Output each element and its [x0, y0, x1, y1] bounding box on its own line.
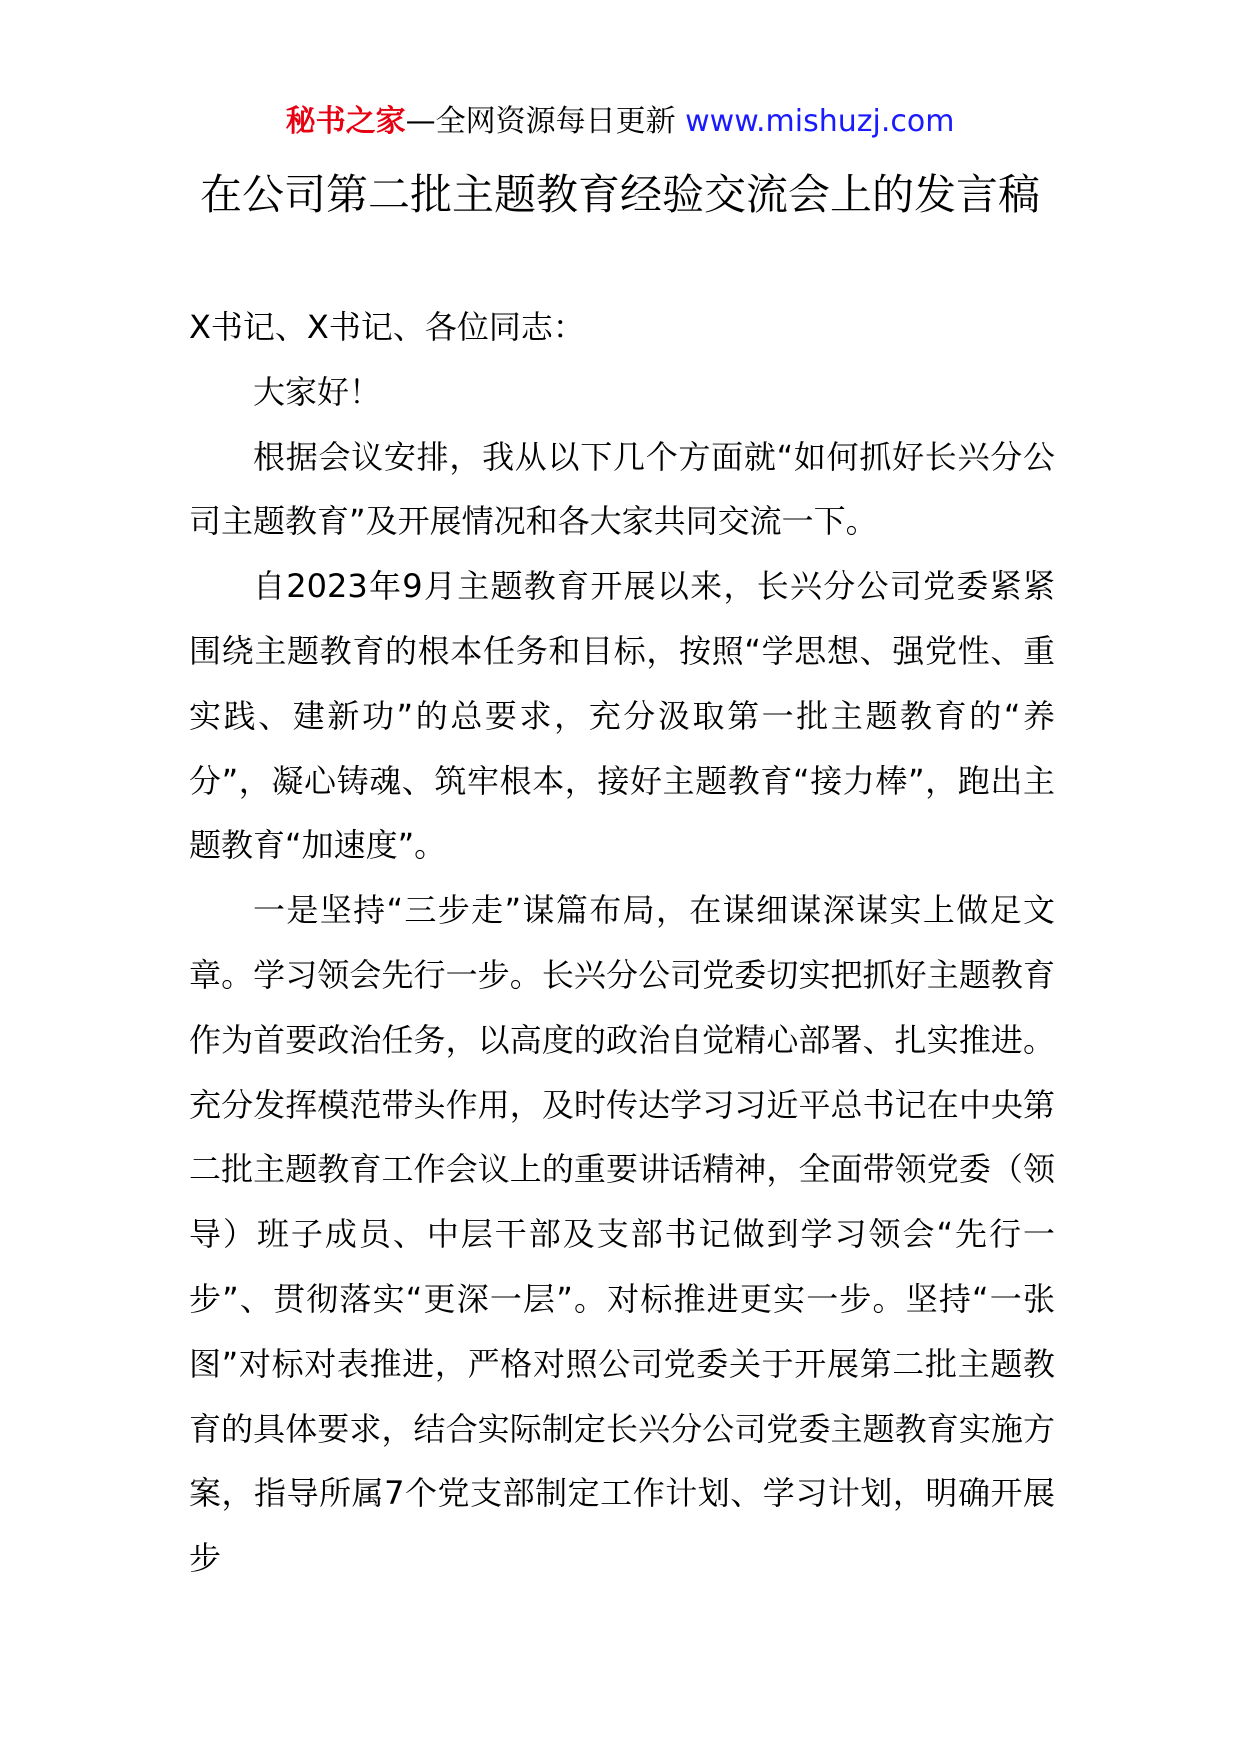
salutation: X书记、X书记、各位同志： [189, 308, 585, 346]
paragraph-greeting: 大家好！ [253, 372, 382, 411]
document-title: 在公司第二批主题教育经验交流会上的发言稿 [199, 170, 1040, 219]
header-tagline: —全网资源每日更新 [405, 104, 686, 139]
paragraph-intro: 根据会议安排，我从以下几个方面就“如何抓好长兴分公司主题教育”及开展情况和各大家共同交流一下。 [189, 437, 1055, 541]
paragraph-point-one: 一是坚持“三步走”谋篇布局，在谋细谋深谋实上做足文章。学习领会先行一步。长兴分公司党委切实把抓好主题教育作为首要政治任务，以高度的政治自觉精心部署、扎实推进。充分发挥模范带头作用，及时传达学习习近平总书记在中央第二批主题教育工作会议上的重要讲话精神，全面带领党委（领导）班子成员、中层干部及支部书记做到学习领会“先行一步”、贯彻落实“更深一层”。对标推进更实一步。坚持“一张图”对标对表推进，严格对照公司党委关于开展第二批主题教育的具体要求，结合实际制定长兴分公司党委主题教育实施方案，指导所属7个党支部制定工作计划、学习计划，明确开展步 [189, 891, 1055, 1578]
paragraph-overview: 自2023年9月主题教育开展以来，长兴分公司党委紧紧围绕主题教育的根本任务和目标，按照“学思想、强党性、重实践、建新功”的总要求，充分汲取第一批主题教育的“养分”，凝心铸魂、筑牢根本，接好主题教育“接力棒”，跑出主题教育“加速度”。 [189, 567, 1055, 865]
site-url-link[interactable]: www.mishuzj.com [685, 104, 955, 139]
document-body [189, 295, 1055, 1591]
brand-name: 秘书之家 [285, 104, 406, 139]
watermark-header [0, 102, 1240, 142]
